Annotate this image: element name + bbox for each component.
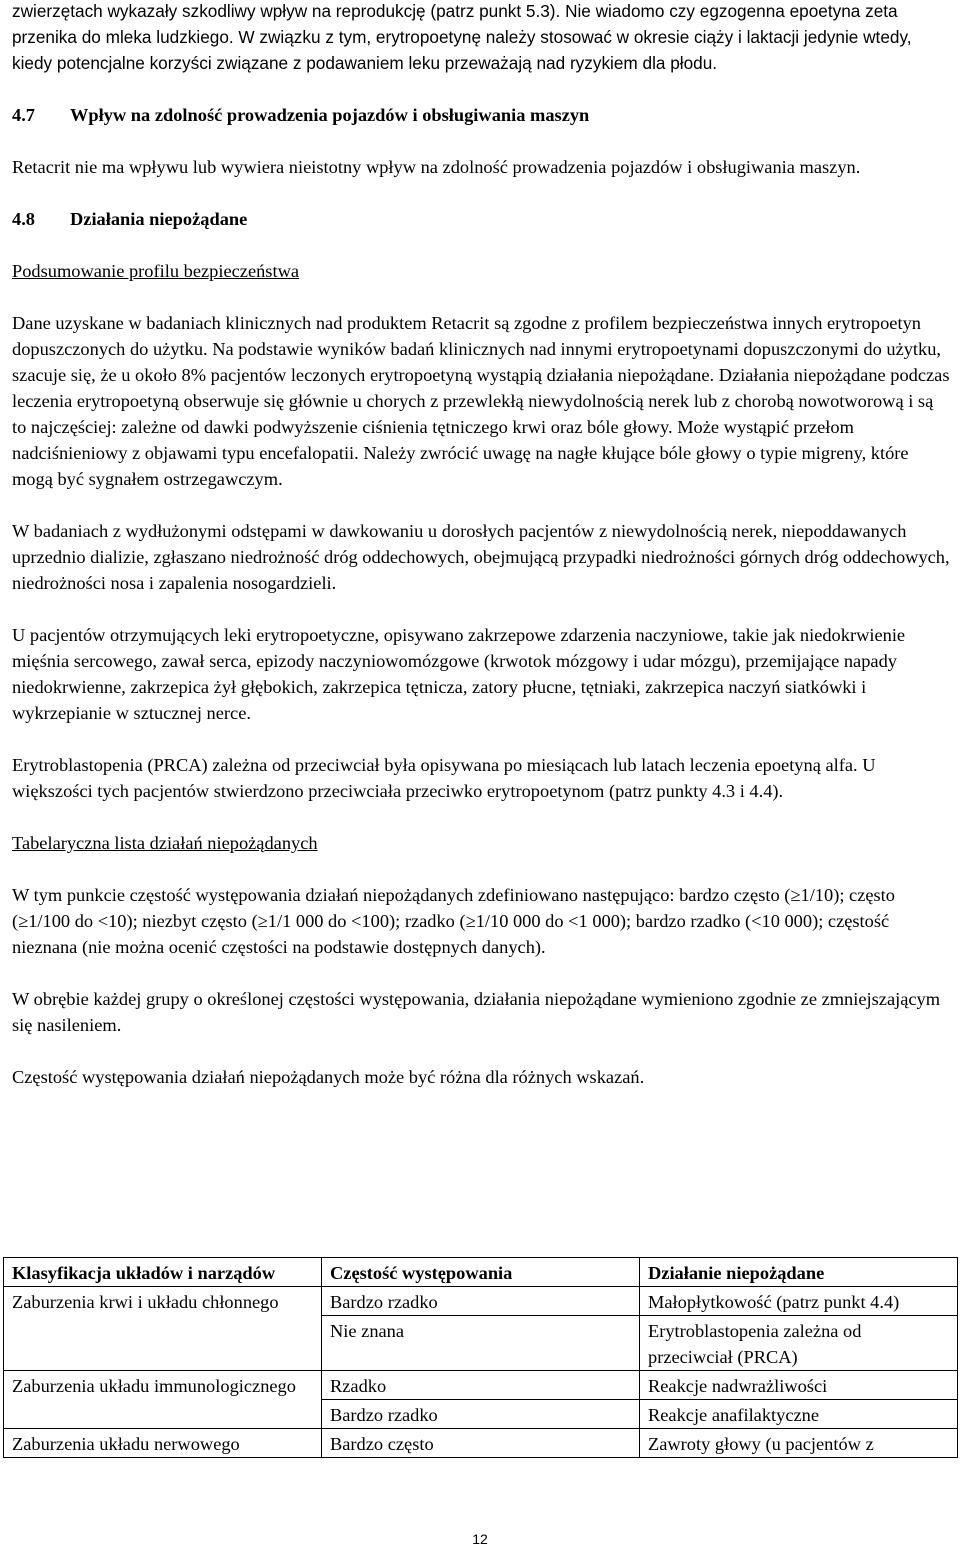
- header-organ-class: Klasyfikacja układów i narządów: [4, 1258, 322, 1287]
- document-page: [12, 0, 952, 1090]
- frequency-definition-paragraph: W tym punkcie częstość występowania działań niepożądanych zdefiniowano następująco: bardzo często (≥1/10); często (≥1/100 do <10); niezbyt często (≥1/1 000 do <100); rzadko (≥1/10 000 do <1 000); bardzo rzadko (<10 000); częstość nieznana (nie można ocenić częstości na podstawie dostępnych danych).: [12, 885, 895, 957]
- section-title: Działania niepożądane: [70, 209, 248, 229]
- frequency-cell: Bardzo rzadko: [322, 1287, 640, 1316]
- table-row: [4, 1429, 958, 1458]
- table-row: [4, 1287, 958, 1316]
- organ-class-cell: Zaburzenia układu immunologicznego: [4, 1371, 322, 1429]
- page-number: 12: [472, 1531, 488, 1547]
- reaction-cell: Reakcje nadwrażliwości: [640, 1371, 958, 1400]
- body-paragraph: W badaniach z wydłużonymi odstępami w dawkowaniu u dorosłych pacjentów z niewydolnością nerek, niepoddawanych uprzednio dializie, zgłaszano niedrożność dróg oddechowych, obejmującą przypadki niedrożności górnych dróg oddechowych, niedrożności nosa i zapalenia nosogardzieli.: [12, 521, 950, 593]
- body-paragraph: Erytroblastopenia (PRCA) zależna od przeciwciał była opisywana po miesiącach lub latach leczenia epoetyną alfa. U większości tych pacjentów stwierdzono przeciwciała przeciwko erytropoetynom (patrz punkty 4.3 i 4.4).: [12, 755, 876, 801]
- grouping-paragraph: W obrębie każdej grupy o określonej częstości występowania, działania niepożądane wymieniono zgodnie ze zmniejszającym się nasileniem.: [12, 989, 941, 1035]
- reaction-cell: Zawroty głowy (u pacjentów z: [640, 1429, 958, 1458]
- variation-paragraph: Częstość występowania działań niepożądanych może być różna dla różnych wskazań.: [12, 1067, 645, 1087]
- section-title: Wpływ na zdolność prowadzenia pojazdów i obsługiwania maszyn: [70, 105, 590, 125]
- organ-class-cell: Zaburzenia krwi i układu chłonnego: [4, 1287, 322, 1371]
- reaction-cell: Erytroblastopenia zależna od przeciwciał (PRCA): [640, 1316, 958, 1371]
- frequency-cell: Nie znana: [322, 1316, 640, 1371]
- adverse-reactions-table: [3, 1257, 958, 1458]
- frequency-cell: Bardzo rzadko: [322, 1400, 640, 1429]
- section-4-7-heading: [12, 102, 952, 128]
- reaction-cell: Reakcje anafilaktyczne: [640, 1400, 958, 1429]
- section-number: 4.7: [12, 105, 35, 125]
- frequency-cell: Rzadko: [322, 1371, 640, 1400]
- frequency-cell: Bardzo często: [322, 1429, 640, 1458]
- body-paragraph: Dane uzyskane w badaniach klinicznych nad produktem Retacrit są zgodne z profilem bezpieczeństwa innych erytropoetyn dopuszczonych do użytku. Na podstawie wyników badań klinicznych nad innymi erytropoetynami dopuszczonymi do użytku, szacuje się, że u około 8% pacjentów leczonych erytropoetyną wystąpią działania niepożądane. Działania niepożądane podczas leczenia erytropoetyną obserwuje się głównie u chorych z przewlekłą niewydolnością nerek lub z chorobą nowotworową i są to najczęściej: zależne od dawki podwyższenie ciśnienia tętniczego krwi oraz bóle głowy. Może wystąpić przełom nadciśnieniowy z objawami typu encefalopatii. Należy zwrócić uwagę na nagłe kłujące bóle głowy o typie migreny, które mogą być sygnałem ostrzegawczym.: [12, 313, 950, 489]
- section-4-7-text: Retacrit nie ma wpływu lub wywiera nieistotny wpływ na zdolność prowadzenia pojazdów i obsługiwania maszyn.: [12, 157, 861, 177]
- header-frequency: Częstość występowania: [322, 1258, 640, 1287]
- header-reaction: Działanie niepożądane: [640, 1258, 958, 1287]
- table-row: [4, 1371, 958, 1400]
- section-4-8-heading: [12, 206, 952, 232]
- organ-class-cell: Zaburzenia układu nerwowego: [4, 1429, 322, 1458]
- section-number: 4.8: [12, 209, 35, 229]
- body-paragraph: U pacjentów otrzymujących leki erytropoetyczne, opisywano zakrzepowe zdarzenia naczyniowe, takie jak niedokrwienie mięśnia sercowego, zawał serca, epizody naczyniowomózgowe (krwotok mózgowy i udar mózgu), przemijające napady niedokrwienne, zakrzepica żył głębokich, zakrzepica tętnicza, zatory płucne, tętniaki, zakrzepica naczyń siatkówki i wykrzepianie w sztucznej nerce.: [12, 625, 906, 723]
- safety-profile-subheading: Podsumowanie profilu bezpieczeństwa: [12, 261, 300, 281]
- intro-paragraph: zwierzętach wykazały szkodliwy wpływ na reprodukcję (patrz punkt 5.3). Nie wiadomo czy egzogenna epoetyna zeta przenika do mleka ludzkiego. W związku z tym, erytropoetynę należy stosować w okresie ciąży i laktacji jedynie wtedy, kiedy potencjalne korzyści związane z podawaniem leku przeważają nad ryzykiem dla płodu.: [12, 1, 912, 73]
- table-header-row: [4, 1258, 958, 1287]
- tabular-list-subheading: Tabelaryczna lista działań niepożądanych: [12, 833, 318, 853]
- reaction-cell: Małopłytkowość (patrz punkt 4.4): [640, 1287, 958, 1316]
